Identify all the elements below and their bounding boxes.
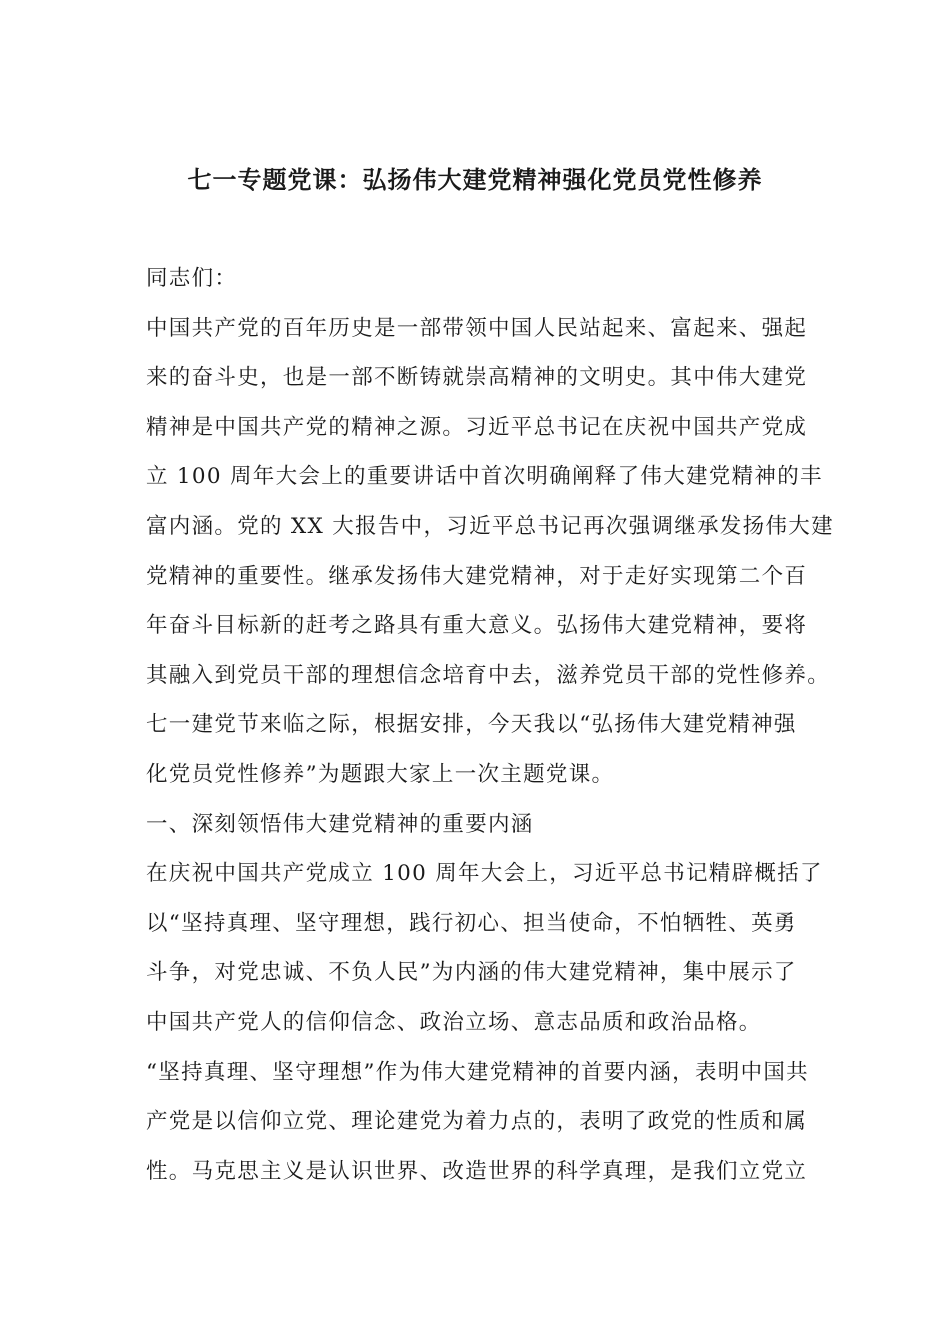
paragraph-line: 在庆祝中国共产党成立 100 周年大会上，习近平总书记精辟概括了 bbox=[146, 861, 823, 887]
paragraph-line: 来的奋斗史，也是一部不断铸就崇高精神的文明史。其中伟大建党 bbox=[146, 365, 808, 391]
paragraph-line: 以“坚持真理、坚守理想，践行初心、担当使命，不怕牺牲、英勇 bbox=[146, 910, 797, 936]
salutation-line: 同志们： bbox=[146, 266, 238, 291]
paragraph-line: 精神是中国共产党的精神之源。习近平总书记在庆祝中国共产党成 bbox=[146, 414, 808, 440]
paragraph-line: 中国共产党人的信仰信念、政治立场、意志品质和政治品格。 bbox=[146, 1009, 762, 1035]
paragraph-line: 性。马克思主义是认识世界、改造世界的科学真理，是我们立党立 bbox=[146, 1158, 808, 1184]
paragraph-line: 年奋斗目标新的赶考之路具有重大意义。弘扬伟大建党精神，要将 bbox=[146, 613, 808, 639]
paragraph-line: 产党是以信仰立党、理论建党为着力点的，表明了政党的性质和属 bbox=[146, 1109, 808, 1135]
document-title: 七一专题党课：弘扬伟大建党精神强化党员党性修养 bbox=[187, 165, 763, 194]
section-heading: 一、深刻领悟伟大建党精神的重要内涵 bbox=[146, 811, 534, 837]
paragraph-line: 中国共产党的百年历史是一部带领中国人民站起来、富起来、强起 bbox=[146, 315, 808, 341]
paragraph-line: 斗争，对党忠诚、不负人民”为内涵的伟大建党精神，集中展示了 bbox=[146, 960, 797, 986]
paragraph-line: 其融入到党员干部的理想信念培育中去，滋养党员干部的党性修养。 bbox=[146, 662, 831, 688]
paragraph-line: 七一建党节来临之际，根据安排，今天我以“弘扬伟大建党精神强 bbox=[146, 712, 797, 738]
paragraph-line: 党精神的重要性。继承发扬伟大建党精神，对于走好实现第二个百 bbox=[146, 563, 808, 589]
paragraph-line: 立 100 周年大会上的重要讲话中首次明确阐释了伟大建党精神的丰 bbox=[146, 464, 823, 490]
paragraph-line: 富内涵。党的 XX 大报告中，习近平总书记再次强调继承发扬伟大建 bbox=[146, 513, 834, 539]
paragraph-line: “坚持真理、坚守理想”作为伟大建党精神的首要内涵，表明中国共 bbox=[146, 1059, 809, 1085]
paragraph-line: 化党员党性修养”为题跟大家上一次主题党课。 bbox=[146, 761, 615, 787]
document-body bbox=[146, 254, 834, 1196]
